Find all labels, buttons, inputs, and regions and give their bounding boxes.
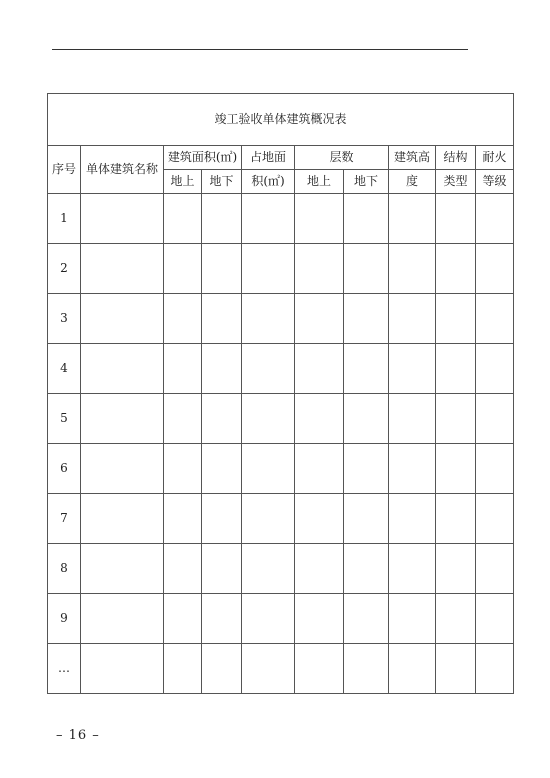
table-cell	[476, 494, 514, 544]
header-height-bottom: 度	[389, 170, 436, 194]
table-cell	[389, 394, 436, 444]
table-cell	[164, 444, 202, 494]
table-cell	[436, 544, 476, 594]
table-cell	[242, 644, 295, 694]
table-cell	[295, 294, 344, 344]
table-cell	[344, 544, 389, 594]
table-cell	[242, 344, 295, 394]
table-cell	[81, 444, 164, 494]
table-cell	[344, 194, 389, 244]
table-cell	[164, 194, 202, 244]
table-row	[48, 594, 514, 644]
header-floors: 层数	[295, 146, 389, 170]
table-cell	[242, 544, 295, 594]
table-cell	[344, 594, 389, 644]
table-cell	[389, 594, 436, 644]
table-cell	[436, 344, 476, 394]
table-cell	[295, 344, 344, 394]
header-structure-top: 结构	[436, 146, 476, 170]
table-cell	[476, 344, 514, 394]
table-cell	[476, 644, 514, 694]
table-cell	[202, 644, 242, 694]
header-rule	[52, 49, 468, 50]
table-row	[48, 444, 514, 494]
header-footprint-top: 占地面	[242, 146, 295, 170]
table-cell	[81, 244, 164, 294]
header-structure-bottom: 类型	[436, 170, 476, 194]
table-cell	[164, 244, 202, 294]
row-number: 1	[48, 194, 81, 244]
table-cell	[164, 394, 202, 444]
header-area-below: 地下	[202, 170, 242, 194]
header-area-above: 地上	[164, 170, 202, 194]
table-cell	[295, 244, 344, 294]
table-cell	[81, 394, 164, 444]
table-cell	[81, 494, 164, 544]
table-cell	[436, 394, 476, 444]
header-building-name: 单体建筑名称	[81, 146, 164, 194]
table-cell	[389, 344, 436, 394]
row-number: 4	[48, 344, 81, 394]
table-cell	[436, 294, 476, 344]
table-row	[48, 294, 514, 344]
header-fire-top: 耐火	[476, 146, 514, 170]
table-cell	[81, 294, 164, 344]
header-seq: 序号	[48, 146, 81, 194]
table-cell	[436, 594, 476, 644]
row-number: 5	[48, 394, 81, 444]
table-cell	[164, 294, 202, 344]
table-cell	[202, 444, 242, 494]
table-cell	[476, 394, 514, 444]
row-number: 7	[48, 494, 81, 544]
table-cell	[202, 244, 242, 294]
table-cell	[242, 594, 295, 644]
table-row	[48, 244, 514, 294]
table-cell	[344, 344, 389, 394]
table-cell	[436, 194, 476, 244]
table-cell	[164, 644, 202, 694]
table-cell	[389, 544, 436, 594]
table-cell	[436, 494, 476, 544]
row-number: 3	[48, 294, 81, 344]
table-cell	[242, 244, 295, 294]
table-cell	[202, 294, 242, 344]
table-cell	[295, 194, 344, 244]
table-cell	[476, 444, 514, 494]
building-survey-table	[47, 93, 514, 694]
row-number: 9	[48, 594, 81, 644]
row-number: 2	[48, 244, 81, 294]
header-floors-above: 地上	[295, 170, 344, 194]
table-row	[48, 494, 514, 544]
table-cell	[81, 594, 164, 644]
table-cell	[242, 494, 295, 544]
table-cell	[436, 644, 476, 694]
table-cell	[202, 594, 242, 644]
table-cell	[164, 544, 202, 594]
table-cell	[202, 344, 242, 394]
table-cell	[81, 194, 164, 244]
table-cell	[202, 194, 242, 244]
table-cell	[389, 244, 436, 294]
table-cell	[344, 294, 389, 344]
table-cell	[344, 644, 389, 694]
table-cell	[344, 394, 389, 444]
table-cell	[202, 494, 242, 544]
table-cell	[389, 494, 436, 544]
header-height-top: 建筑高	[389, 146, 436, 170]
table-cell	[202, 544, 242, 594]
table-cell	[242, 444, 295, 494]
table-title: 竣工验收单体建筑概况表	[48, 94, 514, 146]
header-floor-area: 建筑面积(㎡)	[164, 146, 242, 170]
row-number: …	[48, 644, 81, 694]
table-cell	[164, 344, 202, 394]
table-row	[48, 344, 514, 394]
table-cell	[242, 294, 295, 344]
table-cell	[389, 194, 436, 244]
row-number: 8	[48, 544, 81, 594]
table-cell	[242, 194, 295, 244]
page-number: – 16 –	[56, 728, 100, 743]
header-footprint-bottom: 积(㎡)	[242, 170, 295, 194]
table-cell	[476, 544, 514, 594]
table-cell	[164, 494, 202, 544]
table-cell	[81, 544, 164, 594]
table-cell	[436, 244, 476, 294]
table-cell	[344, 444, 389, 494]
table-cell	[344, 494, 389, 544]
table-cell	[295, 444, 344, 494]
table-cell	[295, 544, 344, 594]
table-cell	[476, 244, 514, 294]
table-cell	[389, 644, 436, 694]
table-cell	[81, 344, 164, 394]
table-row	[48, 544, 514, 594]
table-cell	[295, 494, 344, 544]
table-cell	[202, 394, 242, 444]
table-row	[48, 644, 514, 694]
header-floors-below: 地下	[344, 170, 389, 194]
table-row	[48, 194, 514, 244]
table-cell	[295, 644, 344, 694]
row-number: 6	[48, 444, 81, 494]
table-cell	[476, 194, 514, 244]
header-fire-bottom: 等级	[476, 170, 514, 194]
table-cell	[295, 394, 344, 444]
table-cell	[81, 644, 164, 694]
table-cell	[242, 394, 295, 444]
table-cell	[344, 244, 389, 294]
table-row	[48, 394, 514, 444]
table-cell	[389, 444, 436, 494]
table-cell	[436, 444, 476, 494]
table-cell	[295, 594, 344, 644]
table-cell	[476, 294, 514, 344]
table-cell	[164, 594, 202, 644]
table-cell	[476, 594, 514, 644]
table-cell	[389, 294, 436, 344]
